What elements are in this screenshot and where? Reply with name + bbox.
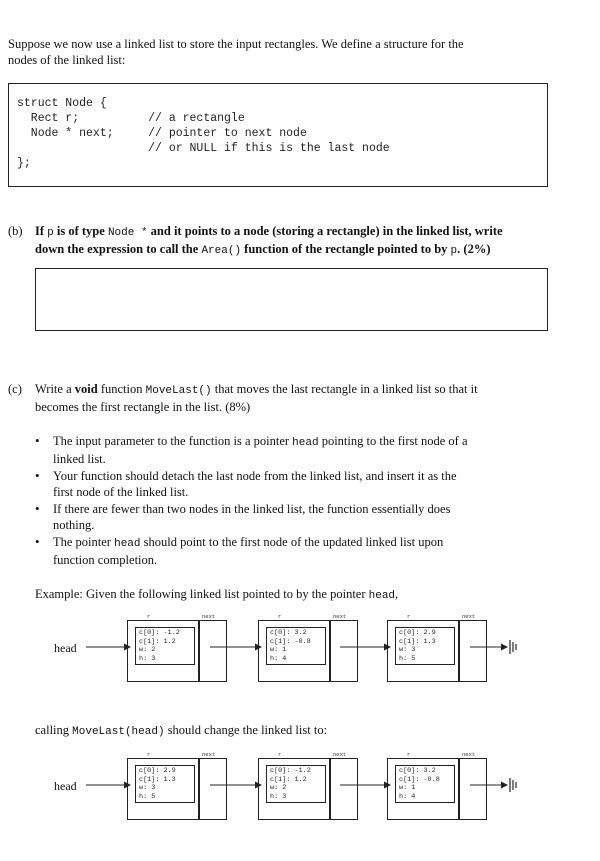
code-line-4: // or NULL if this is the last node [17, 142, 390, 155]
part-b-line-2: down the expression to call the Area() function of the rectangle pointed to by p. (2%) [35, 242, 491, 257]
next-field-label: next [202, 613, 216, 620]
next-pointer-arrow-head [384, 782, 391, 789]
part-c-line-1: Write a void function MoveLast() that moves the last rectangle in a linked list so that it [35, 382, 478, 397]
part-b-label: (b) [8, 224, 23, 238]
next-field-label: next [202, 751, 216, 758]
rect-field-c1: c[1]: 1.2 [270, 775, 307, 784]
rect-field-h: h: 4 [399, 792, 416, 801]
rect-field-w: w: 3 [399, 646, 416, 654]
r-field-label: r [407, 613, 411, 620]
r-field-label: r [278, 751, 282, 758]
rect-field-c1: c[1]: 1.3 [399, 637, 436, 646]
rect-field-c0: c[0]: 3.2 [270, 629, 307, 637]
part-b-line-1: If p is of type Node * and it points to a node (storing a rectangle) in the linked list, write [35, 224, 503, 239]
list-item: • If there are fewer than two nodes in the linked list, the function essentially does nothing. [35, 501, 451, 532]
example-caption: Example: Given the following linked list pointed to by the pointer head, [35, 587, 399, 602]
rect-field-w: w: 2 [139, 646, 156, 654]
null-pointer-arrow-head [501, 782, 508, 789]
after-caption: calling MoveLast(head) should change the linked list to: [35, 723, 328, 738]
rect-field-h: h: 4 [270, 654, 287, 663]
list-item: • Your function should detach the last node from the linked list, and insert it as the first node of the linked list. [35, 468, 457, 499]
intro-line-2: nodes of the linked list: [8, 53, 126, 67]
rect-field-c1: c[1]: 1.2 [139, 637, 176, 646]
rect-field-w: w: 2 [270, 784, 287, 792]
rect-field-c0: c[0]: 2.9 [399, 629, 436, 637]
next-field-label: next [333, 751, 347, 758]
next-field-label: next [462, 751, 476, 758]
next-field-label: next [462, 613, 476, 620]
part-c-line-2: becomes the first rectangle in the list. (8%) [35, 400, 251, 414]
list-item: • The input parameter to the function is a pointer head pointing to the first node of a linked list. [35, 433, 468, 466]
code-line-5: }; [17, 157, 31, 170]
rect-field-h: h: 3 [270, 792, 287, 801]
rect-field-c0: c[0]: 2.9 [139, 767, 176, 775]
rect-field-c1: c[1]: -0.8 [270, 637, 311, 646]
r-field-label: r [147, 751, 151, 758]
code-line-1: struct Node { [17, 97, 107, 110]
head-label: head [54, 641, 77, 655]
rect-field-c1: c[1]: 1.3 [139, 775, 176, 784]
rect-field-w: w: 1 [270, 646, 287, 654]
r-field-label: r [147, 613, 151, 620]
rect-field-c1: c[1]: -0.8 [399, 775, 440, 784]
list-item: • The pointer head should point to the first node of the updated linked list upon function completion. [35, 534, 444, 567]
rect-field-c0: c[0]: 3.2 [399, 767, 436, 775]
r-field-label: r [278, 613, 282, 620]
rect-field-w: w: 1 [399, 784, 416, 792]
rect-field-c0: c[0]: -1.2 [270, 767, 311, 775]
rect-field-h: h: 3 [139, 654, 156, 663]
code-line-2: Rect r; // a rectangle [17, 112, 245, 125]
part-c-label: (c) [8, 382, 22, 396]
rect-field-h: h: 5 [139, 792, 156, 801]
rect-field-c0: c[0]: -1.2 [139, 629, 180, 637]
r-field-label: r [407, 751, 411, 758]
code-line-3: Node * next; // pointer to next node [17, 127, 307, 140]
head-label: head [54, 779, 77, 793]
intro-line-1: Suppose we now use a linked list to store the input rectangles. We define a structure for the [8, 37, 464, 51]
next-field-label: next [333, 613, 347, 620]
next-pointer-arrow-head [255, 782, 262, 789]
rect-field-h: h: 5 [399, 654, 416, 663]
head-pointer-arrow-head [124, 782, 131, 789]
rect-field-w: w: 3 [139, 784, 156, 792]
